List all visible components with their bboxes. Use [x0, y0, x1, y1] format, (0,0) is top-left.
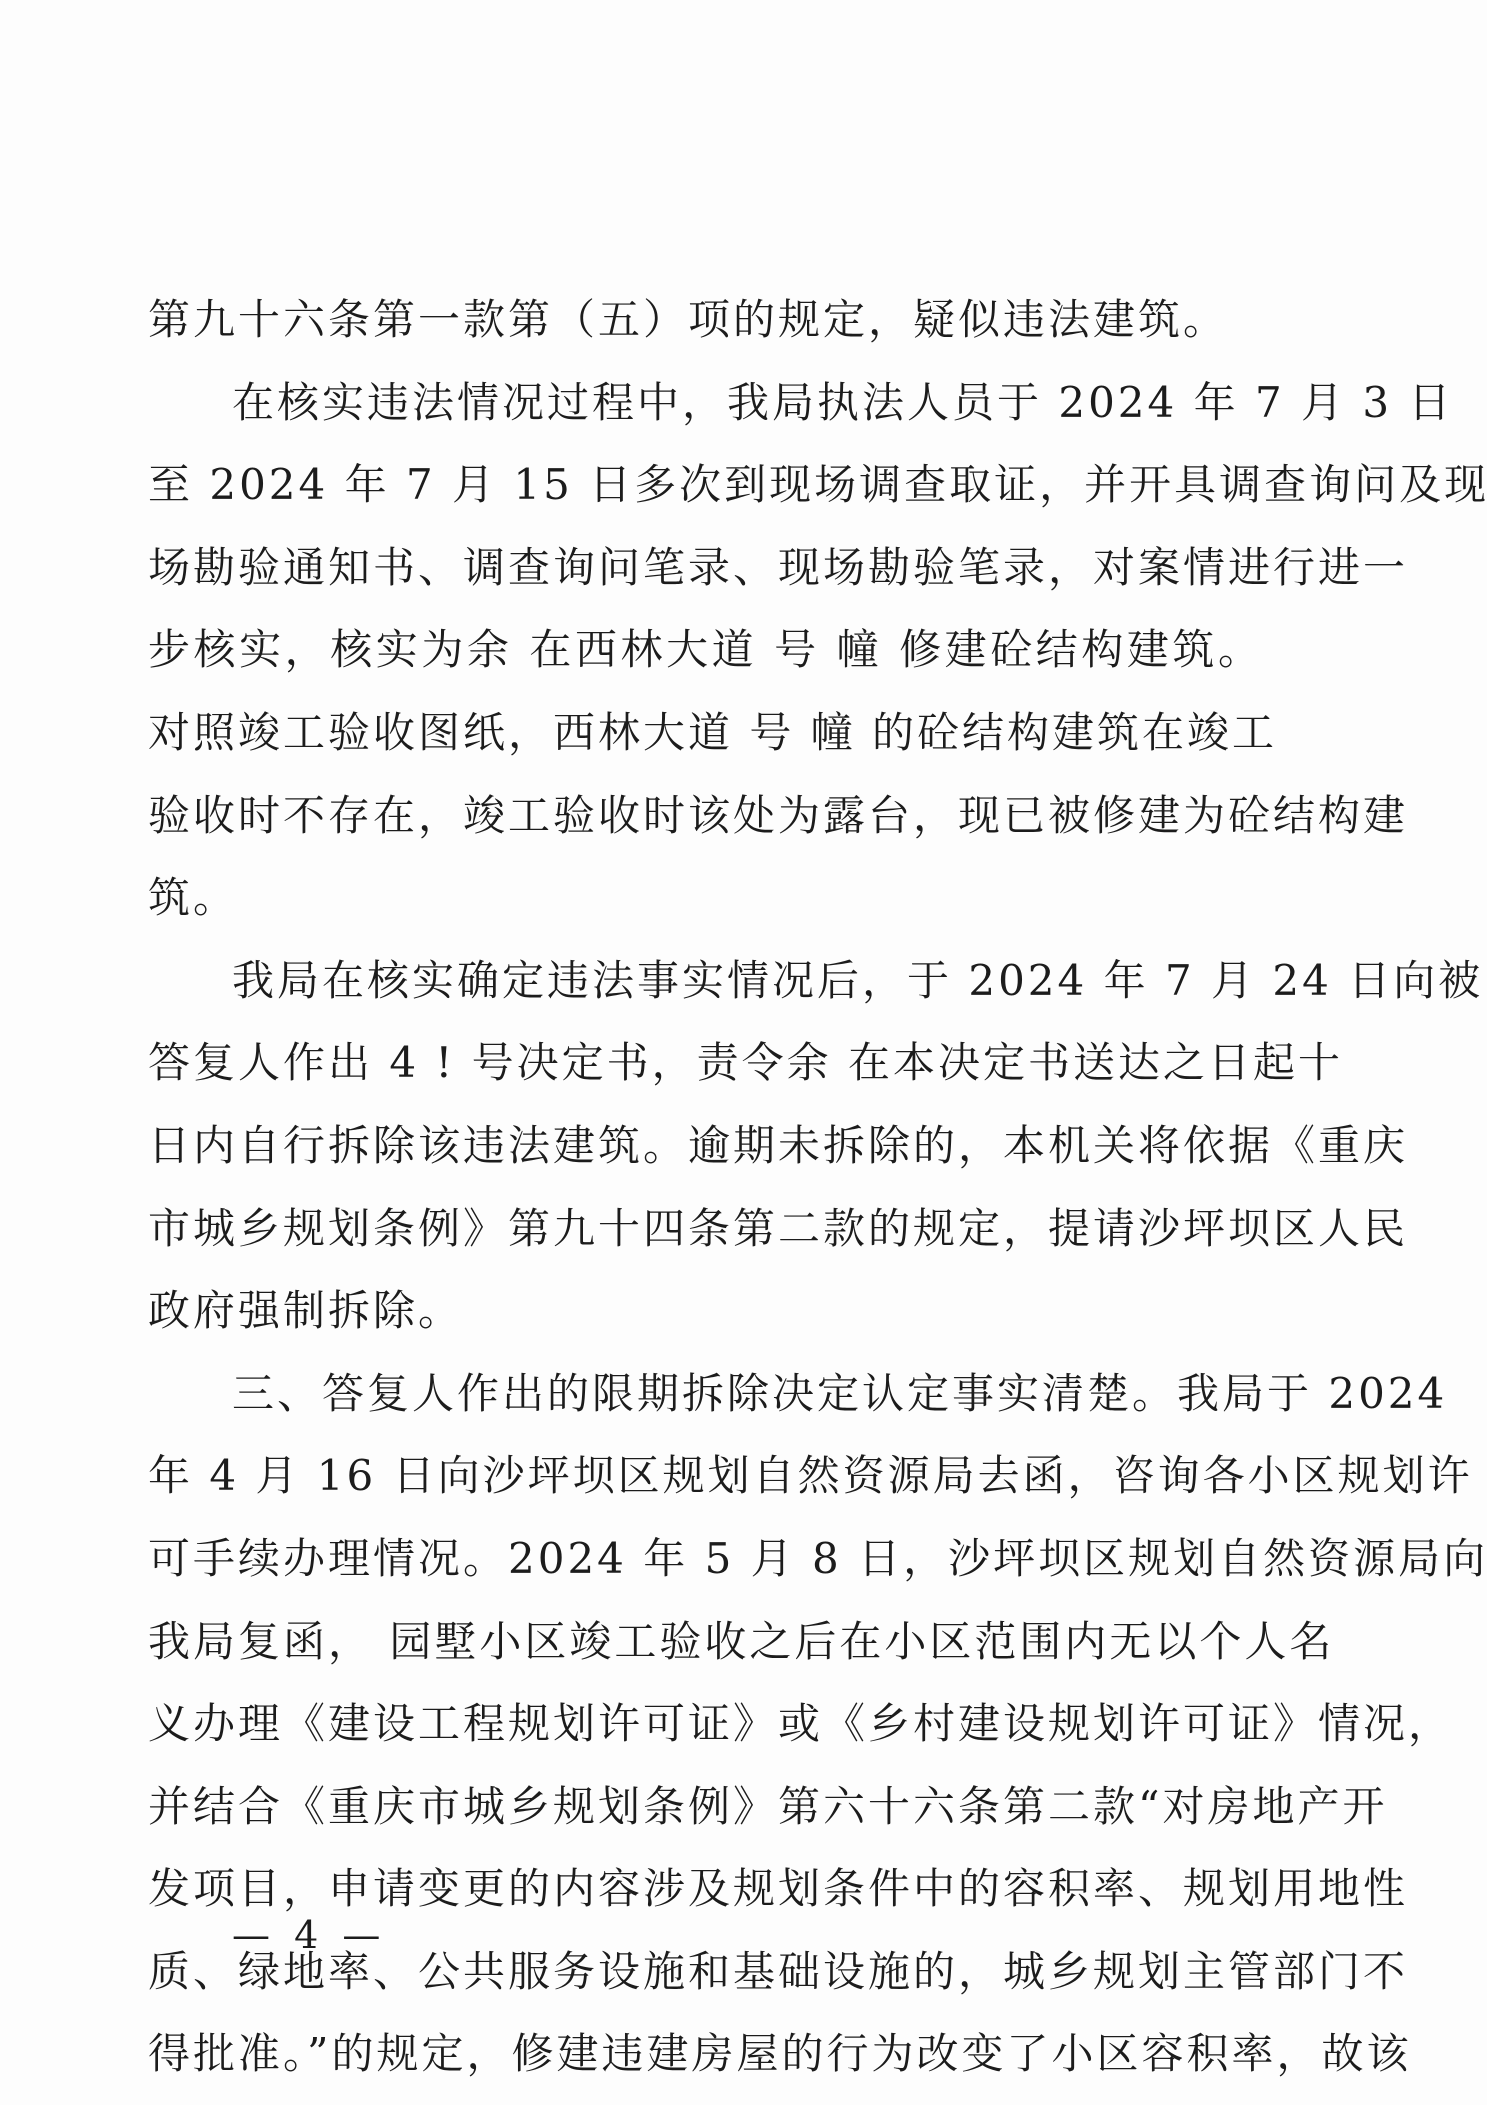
- text-line: 质、绿地率、公共服务设施和基础设施的，城乡规划主管部门不: [148, 1946, 1409, 1996]
- text-line: 我局复函， 园墅小区竣工验收之后在小区范围内无以个人名: [148, 1616, 1335, 1666]
- text-line: 在核实违法情况过程中，我局执法人员于 2024 年 7 月 3 日: [232, 377, 1454, 427]
- text-line: 并结合《重庆市城乡规划条例》第六十六条第二款“对房地产开: [148, 1781, 1388, 1831]
- text-line: 我局在核实确定违法事实情况后，于 2024 年 7 月 24 日向被: [232, 955, 1484, 1005]
- text-line: 市城乡规划条例》第九十四条第二款的规定，提请沙坪坝区人民: [148, 1203, 1409, 1253]
- text-line: 政府强制拆除。: [148, 1286, 464, 1336]
- text-line: 日内自行拆除该违法建筑。逾期未拆除的，本机关将依据《重庆: [148, 1120, 1409, 1170]
- text-line: 三、答复人作出的限期拆除决定认定事实清楚。我局于 2024: [232, 1368, 1448, 1418]
- text-line: 得批准。”的规定，修建违建房屋的行为改变了小区容积率，故该: [148, 2029, 1412, 2079]
- document-body: [148, 279, 1489, 2096]
- text-line: 场勘验通知书、调查询问笔录、现场勘验笔录，对案情进行进一: [148, 542, 1409, 592]
- text-line: 验收时不存在，竣工验收时该处为露台，现已被修建为砼结构建: [148, 790, 1409, 840]
- text-line: 对照竣工验收图纸，西林大道 号 幢 的砼结构建筑在竣工: [148, 707, 1278, 757]
- text-line: 可手续办理情况。2024 年 5 月 8 日，沙坪坝区规划自然资源局向: [148, 1533, 1489, 1583]
- text-line: 年 4 月 16 日向沙坪坝区规划自然资源局去函，咨询各小区规划许: [148, 1451, 1473, 1501]
- text-line: 步核实，核实为余 在西林大道 号 幢 修建砼结构建筑。: [148, 625, 1263, 675]
- text-line: 至 2024 年 7 月 15 日多次到现场调查取证，并开具调查询问及现: [148, 460, 1489, 510]
- text-line: 筑。: [148, 873, 239, 923]
- page-number: — 4 —: [232, 1913, 387, 1957]
- text-line: 发项目，申请变更的内容涉及规划条件中的容积率、规划用地性: [148, 1864, 1409, 1914]
- text-line: 第九十六条第一款第（五）项的规定，疑似违法建筑。: [148, 295, 1229, 344]
- text-line: 答复人作出 4 ! 号决定书，责令余 在本决定书送达之日起十: [148, 1038, 1344, 1088]
- text-line: 义办理《建设工程规划许可证》或《乡村建设规划许可证》情况，: [148, 1699, 1454, 1749]
